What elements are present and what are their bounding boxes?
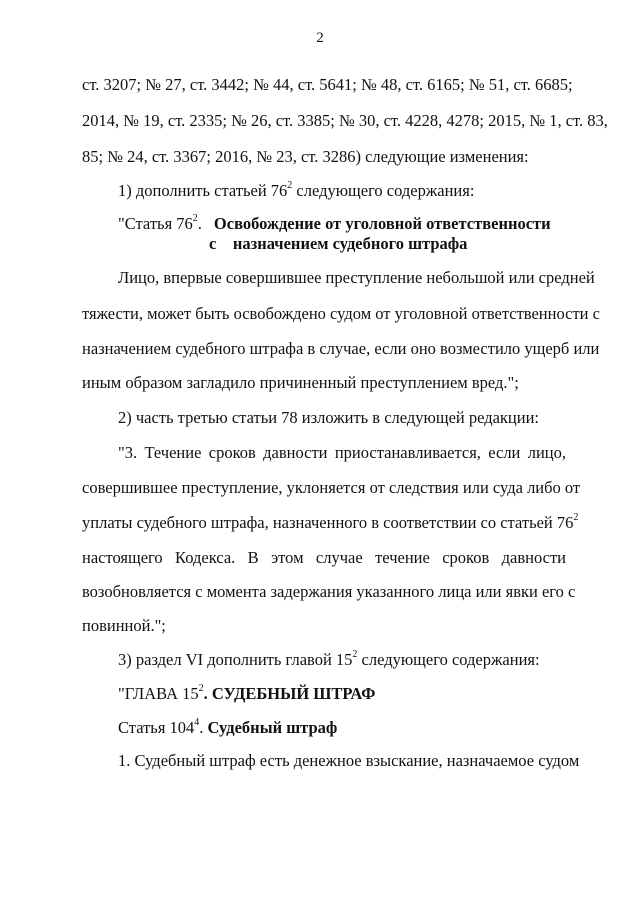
para-1-line-2: тяжести, может быть освобождено судом от уголовной ответственности с bbox=[82, 304, 600, 323]
intro-line-1: ст. 3207; № 27, ст. 3442; № 44, ст. 5641; № 48, ст. 6165; № 51, ст. 6685; bbox=[82, 75, 573, 94]
article-76-2-heading: "Статья $76^2$. Освобождение от уголовной ответственности bbox=[118, 212, 551, 233]
para-2-line-4: настоящего Кодекса. В этом случае течение сроков давности bbox=[82, 548, 566, 567]
para-2-line-6: повинной."; bbox=[82, 616, 166, 635]
item-3: 3) раздел VI дополнить главой $15^2$ следующего содержания: bbox=[118, 648, 540, 669]
article-76-2-title-line-2: с назначением судебного штрафа bbox=[209, 234, 468, 253]
chapter-heading: "ГЛАВА $15^2$. СУДЕБНЫЙ ШТРАФ bbox=[118, 682, 376, 703]
para-1-line-1: Лицо, впервые совершившее преступление небольшой или средней bbox=[118, 268, 595, 287]
para-2-line-2: совершившее преступление, уклоняется от следствия или суда либо от bbox=[82, 478, 581, 497]
article-104-4-title: Судебный штраф bbox=[207, 718, 338, 737]
item-1: 1) дополнить статьей $76^2$ следующего содержания: bbox=[118, 179, 475, 200]
article-104-4-item-1: 1. Судебный штраф есть денежное взыскание, назначаемое судом bbox=[118, 751, 580, 770]
page-number: 2 bbox=[316, 30, 324, 46]
para-2-line-5: возобновляется с момента задержания указанного лица или явки его с bbox=[82, 582, 576, 601]
para-2-line-3: уплаты судебного штрафа, назначенного в соответствии со статьей $76^2$ bbox=[82, 511, 579, 532]
article-104-4-heading: Статья $104^4$. Судебный штраф bbox=[118, 716, 338, 737]
para-1-line-4: иным образом загладило причиненный преступлением вред."; bbox=[82, 373, 519, 392]
intro-line-2: 2014, № 19, ст. 2335; № 26, ст. 3385; № 30, ст. 4228, 4278; 2015, № 1, ст. 83, bbox=[82, 111, 608, 130]
article-76-2-title: Освобождение от уголовной ответственности bbox=[213, 214, 551, 233]
item-2: 2) часть третью статьи 78 изложить в следующей редакции: bbox=[118, 408, 540, 427]
para-1-line-3: назначением судебного штрафа в случае, если оно возместило ущерб или bbox=[82, 339, 600, 358]
intro-line-3: 85; № 24, ст. 3367; 2016, № 23, ст. 3286) следующие изменения: bbox=[82, 147, 529, 166]
para-2-line-1: "3. Течение сроков давности приостанавливается, если лицо, bbox=[118, 443, 566, 462]
